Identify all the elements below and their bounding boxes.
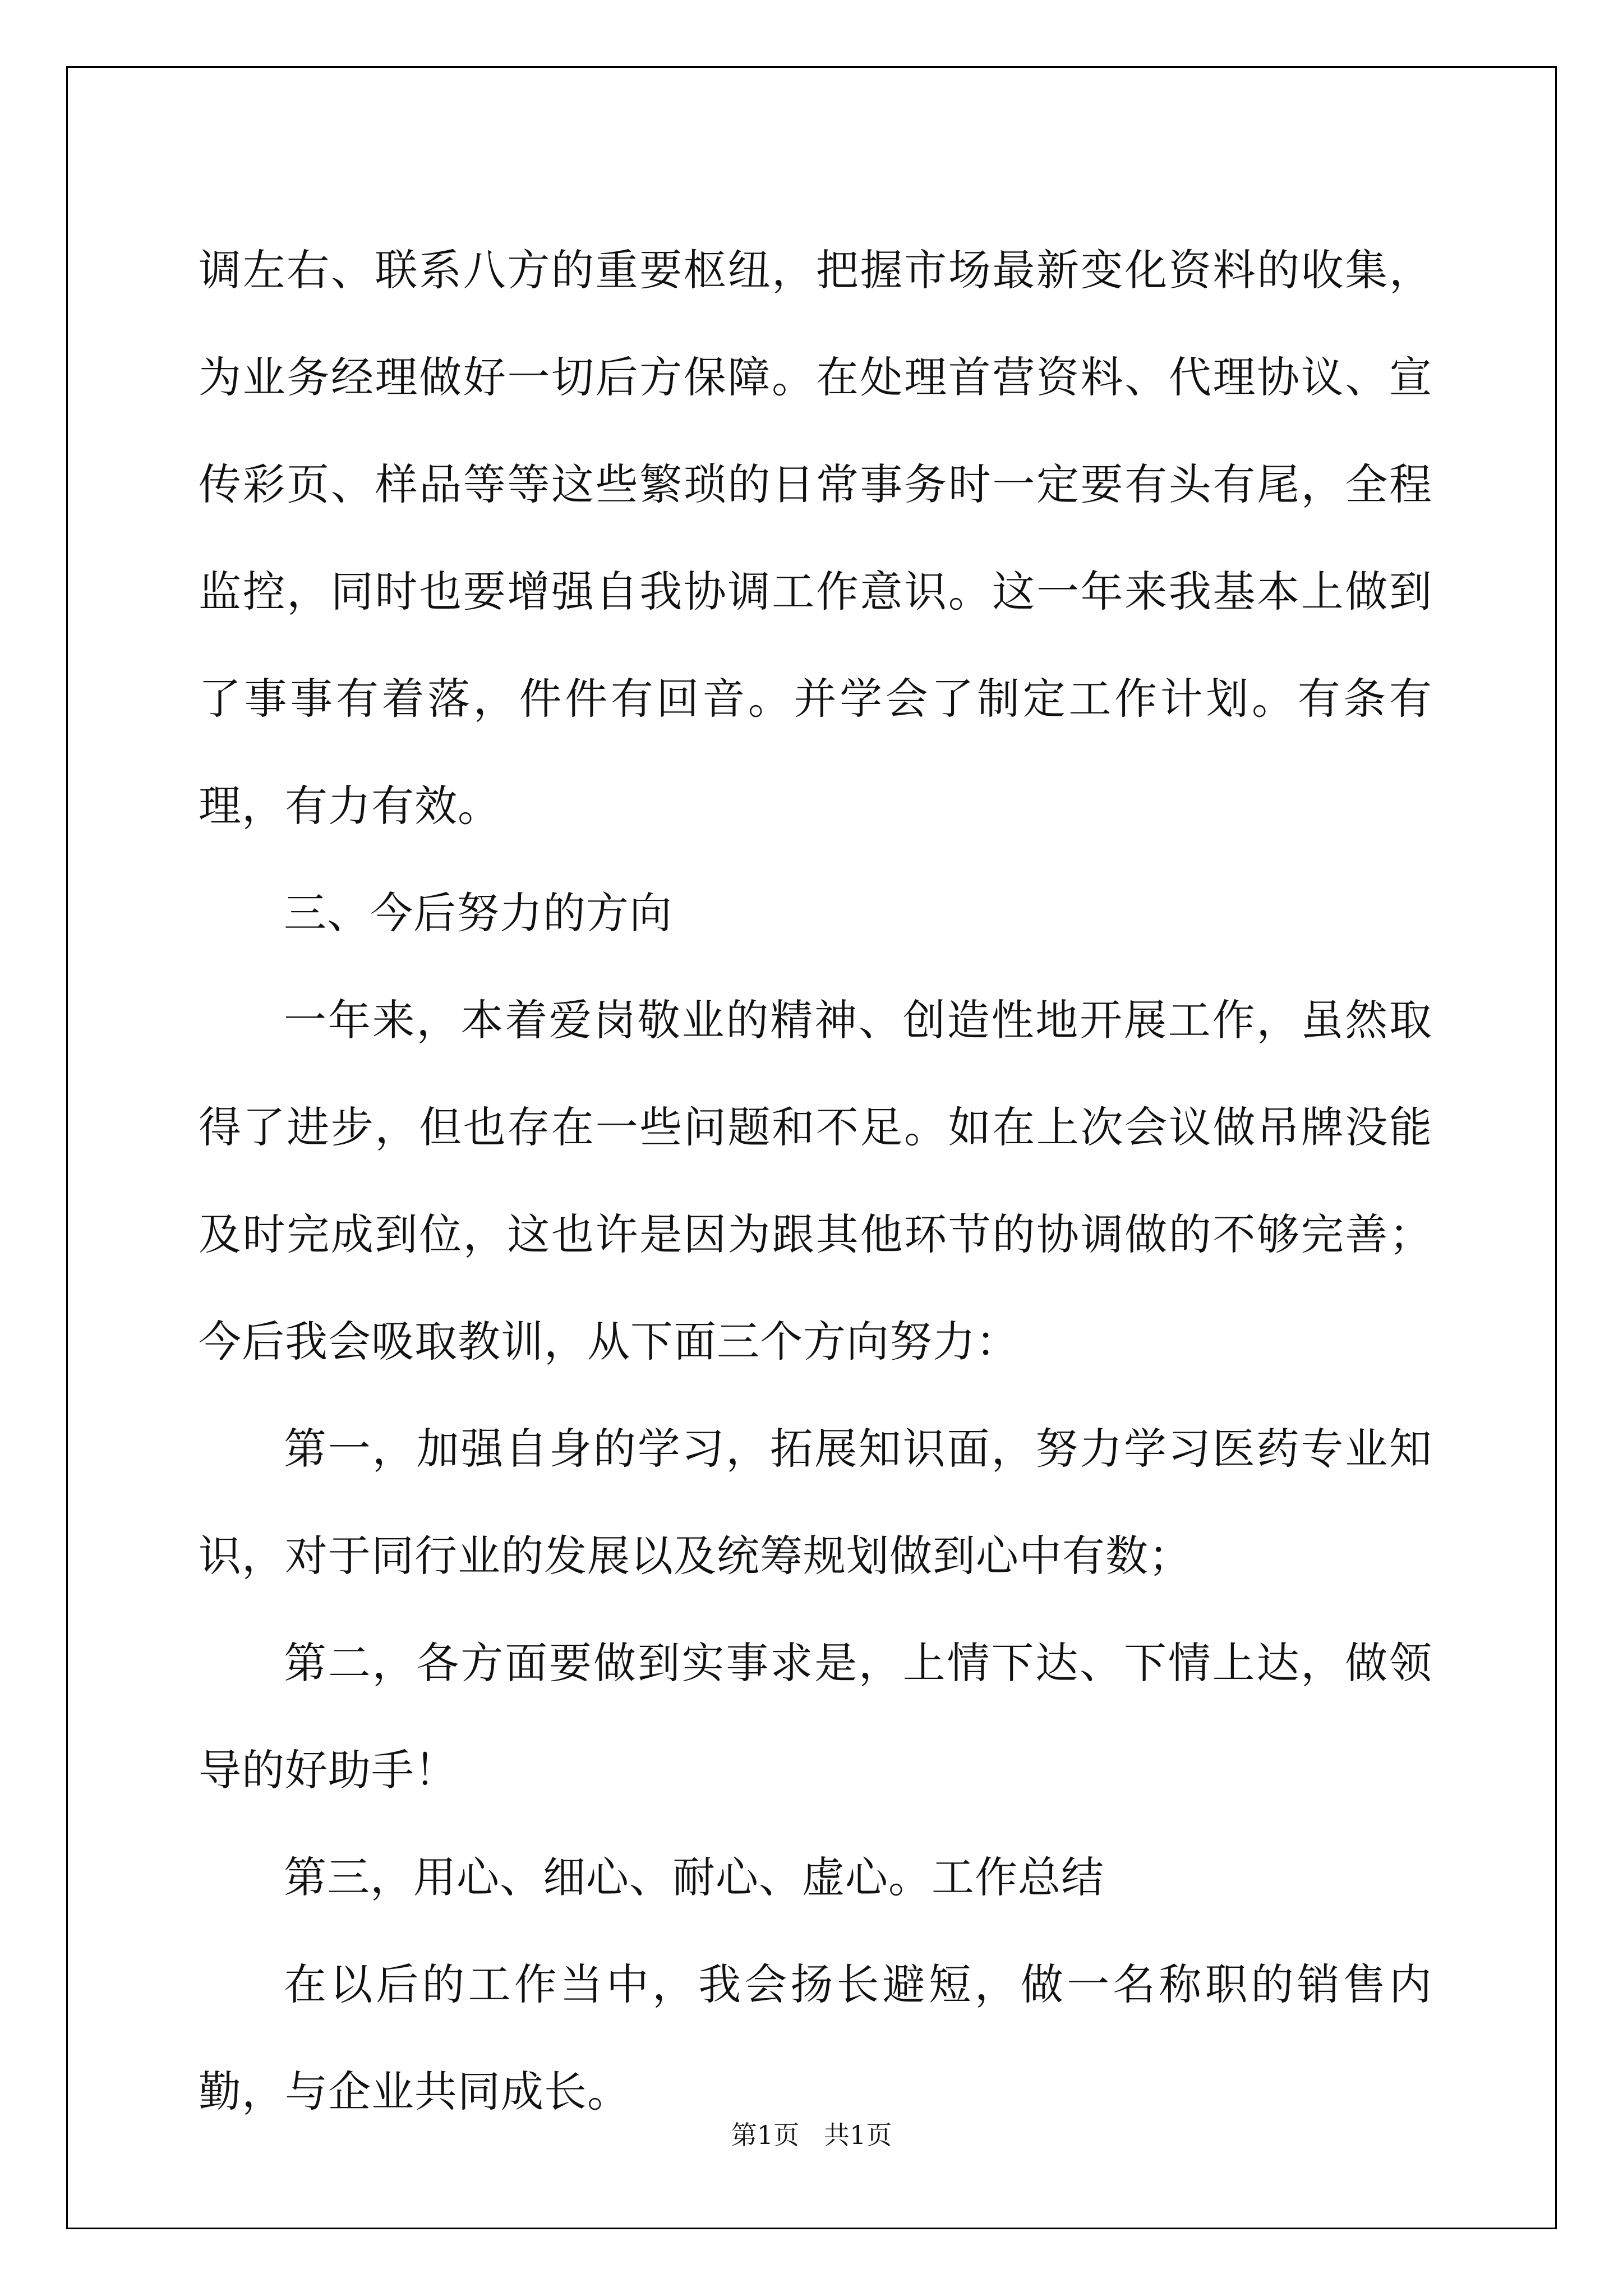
page-footer bbox=[0, 2115, 1623, 2152]
paragraph-point-two: 第二，各方面要做到实事求是，上情下达、下情上达，做领导的好助手！ bbox=[199, 1638, 1432, 1795]
page-total: 共1页 bbox=[823, 2120, 892, 2150]
document-body bbox=[199, 217, 1432, 2145]
page-number: 第1页 bbox=[731, 2120, 800, 2150]
paragraph-summary: 一年来，本着爱岗敬业的精神、创造性地开展工作，虽然取得了进步，但也存在一些问题和不足。如在上次会议做吊牌没能及时完成到位，这也许是因为跟其他环节的协调做的不够完善；今后我会吸取教训，从下面三个方向努力： bbox=[199, 995, 1432, 1366]
paragraph-point-three: 第三，用心、细心、耐心、虚心。工作总结 bbox=[284, 1852, 1104, 1902]
paragraph-continuation: 调左右、联系八方的重要枢纽，把握市场最新变化资料的收集，为业务经理做好一切后方保障。在处理首营资料、代理协议、宣传彩页、样品等等这些繁琐的日常事务时一定要有头有尾，全程监控，同时也要增强自我协调工作意识。这一年来我基本上做到了事事有着落，件件有回音。并学会了制定工作计划。有条有理，有力有效。 bbox=[199, 245, 1432, 831]
paragraph-point-one: 第一，加强自身的学习，拓展知识面，努力学习医药专业知识，对于同行业的发展以及统筹规划做到心中有数； bbox=[199, 1424, 1432, 1581]
paragraph-closing: 在以后的工作当中，我会扬长避短，做一名称职的销售内勤，与企业共同成长。 bbox=[199, 1959, 1432, 2116]
section-heading: 三、今后努力的方向 bbox=[284, 888, 672, 938]
